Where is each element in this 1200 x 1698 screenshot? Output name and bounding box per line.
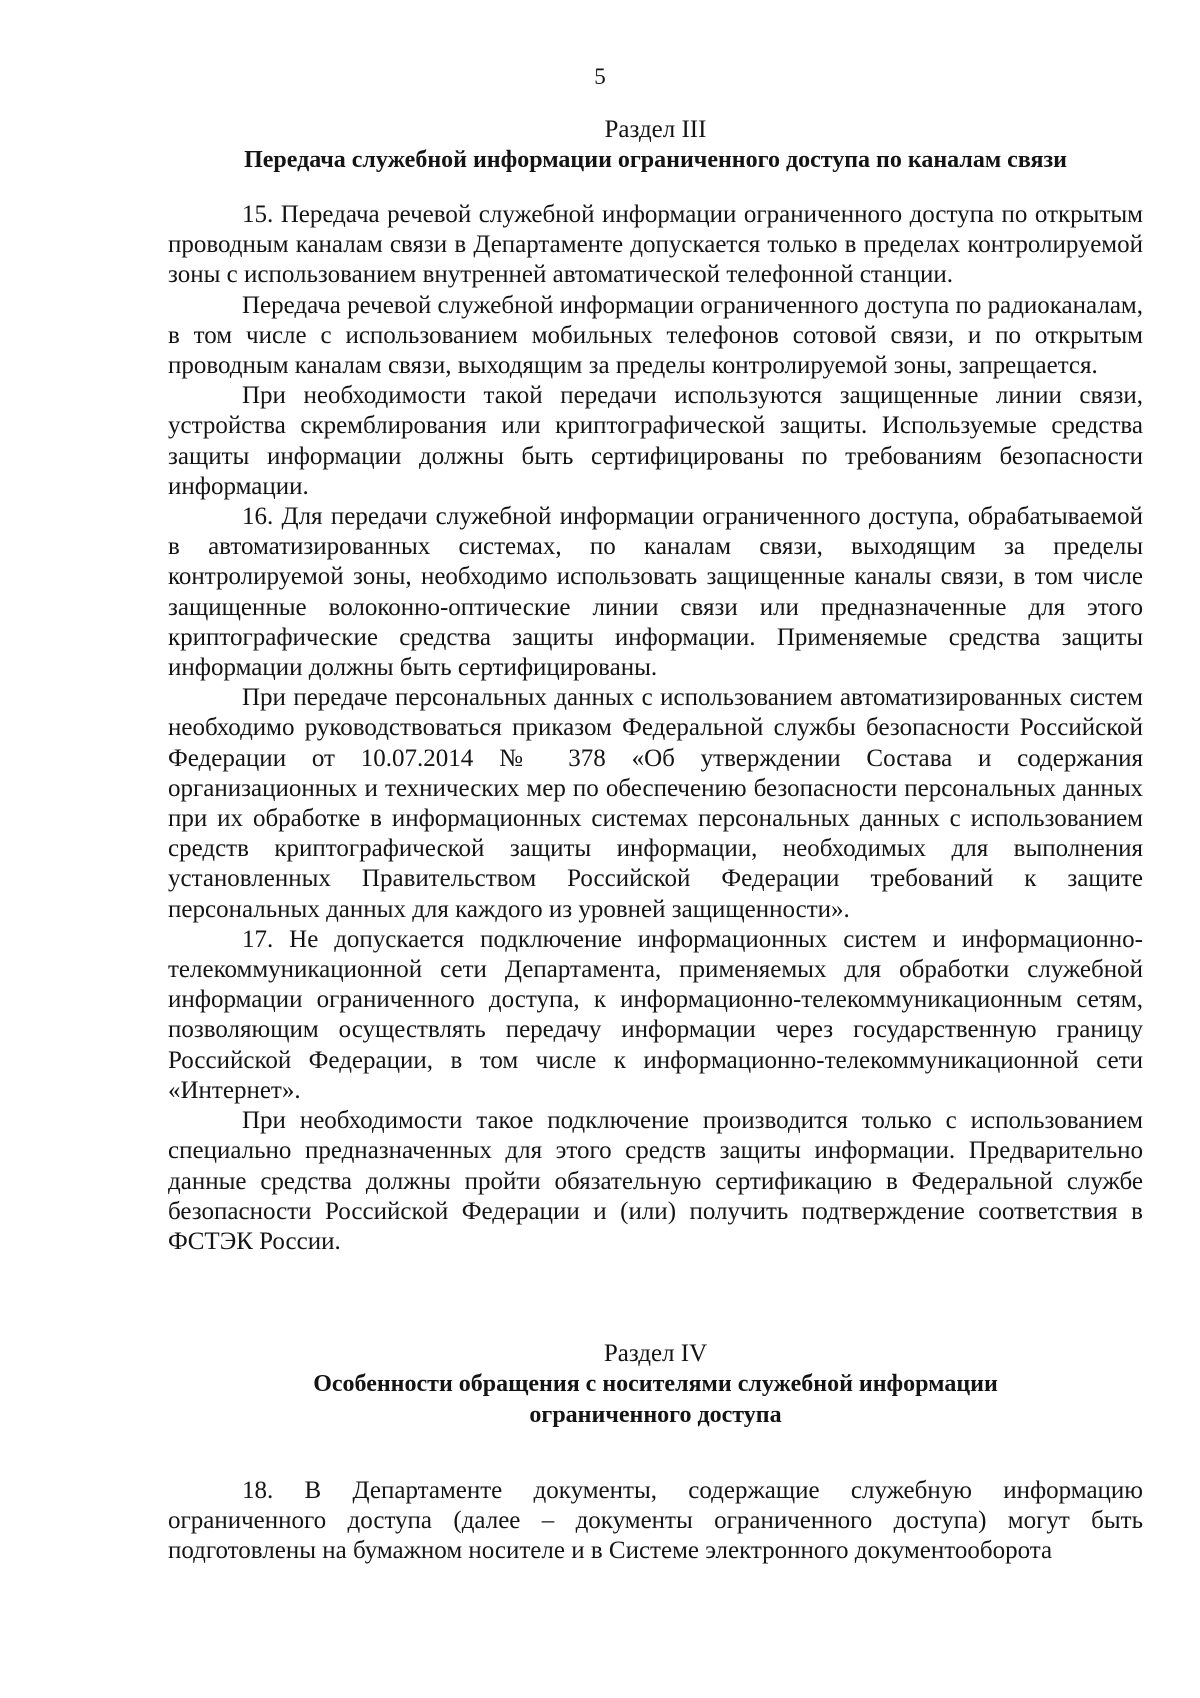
section-3-label: Раздел III: [604, 116, 707, 143]
paragraph-16-part-2: При передаче персональных данных с использованием автоматизированных систем необходимо руководствоваться приказом Федеральной службы безопасности Российской Федерации от 10.07.2014 № 378 «Об утверждении Состава и содержания организационных и технических мер по обеспечению безопасности персональных данных при их обработке в информационных системах персональных данных с использованием средств криптографической защиты информации, необходимых для выполнения установленных Правительством Российской Федерации требований к защите персональных данных для каждого из уровней защищенности».: [168, 684, 1143, 923]
paragraph-17-part-2: При необходимости такое подключение производится только с использованием специально предназначенных для этого средств защиты информации. Предварительно данные средства должны пройти обязательную сертификацию в Федеральной службе безопасности Российской Федерации и (или) получить подтверждение соответствия в ФСТЭК России.: [168, 1107, 1143, 1255]
paragraph-15-part-3: При необходимости такой передачи используются защищенные линии связи, устройства скремблирования или криптографической защиты. Используемые средства защиты информации должны быть сертифицированы по требованиям безопасности информации.: [168, 382, 1143, 500]
page-number: 5: [594, 64, 606, 89]
paragraph-16: 16. Для передачи служебной информации ограниченного доступа, обрабатываемой в автоматизированных системах, по каналам связи, выходящим за пределы контролируемой зоны, необходимо использовать защищенные каналы связи, в том числе защищенные волоконно-оптические линии связи или предназначенные для этого криптографические средства защиты информации. Применяемые средства защиты информации должны быть сертифицированы.: [168, 503, 1143, 682]
paragraph-15-part-2: Передача речевой служебной информации ограниченного доступа по радиоканалам, в том числе с использованием мобильных телефонов сотовой связи, и по открытым проводным каналам связи, выходящим за пределы контролируемой зоны, запрещается.: [168, 291, 1143, 380]
section-4-label: Раздел IV: [603, 1340, 708, 1367]
section-4-title-line-1: Особенности обращения с носителями служебной информации: [313, 1371, 998, 1397]
paragraph-18: 18. В Департаменте документы, содержащие служебную информацию ограниченного доступа (далее – документы ограниченного доступа) могут быть подготовлены на бумажном носителе и в Системе электронного документооборота: [168, 1477, 1143, 1565]
paragraph-17: 17. Не допускается подключение информационных систем и информационно-телекоммуникационной сети Департамента, применяемых для обработки служебной информации ограниченного доступа, к информационно-телекоммуникационным сетям, позволяющим осуществлять передачу информации через государственную границу Российской Федерации, в том числе к информационно-телекоммуникационной сети «Интернет».: [168, 925, 1143, 1104]
paragraph-15: 15. Передача речевой служебной информации ограниченного доступа по открытым проводным каналам связи в Департаменте допускается только в пределах контролируемой зоны с использованием внутренней автоматической телефонной станции.: [168, 201, 1143, 289]
section-4-heading: [168, 1338, 1143, 1431]
section-3-heading: [168, 114, 1143, 176]
section-3-body: [168, 200, 1143, 1257]
section-4-title-line-2: ограниченного доступа: [529, 1402, 782, 1428]
section-4-body: [168, 1476, 1143, 1567]
section-3-title: Передача служебной информации ограниченного доступа по каналам связи: [244, 147, 1067, 173]
